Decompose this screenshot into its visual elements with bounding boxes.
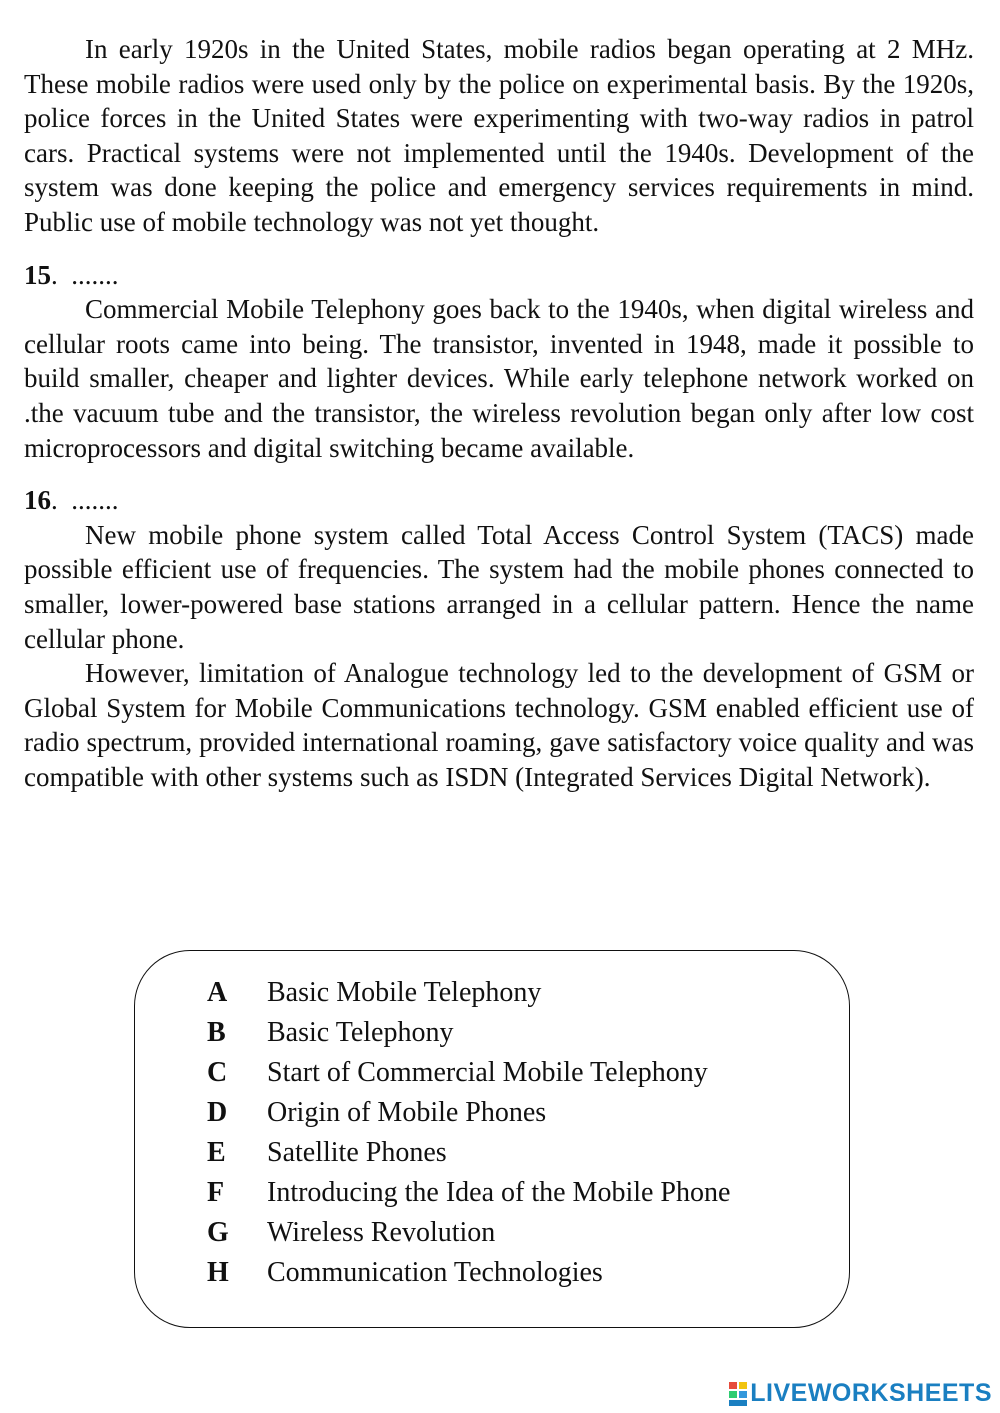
answer-blank[interactable]: ....... bbox=[71, 259, 119, 290]
option-text: Satellite Phones bbox=[267, 1137, 447, 1168]
option-text: Communication Technologies bbox=[267, 1257, 603, 1288]
option-text: Basic Telephony bbox=[267, 1017, 454, 1048]
option-text: Wireless Revolution bbox=[267, 1217, 496, 1248]
liveworksheets-logo-icon bbox=[729, 1382, 747, 1406]
question-number: 16 bbox=[24, 485, 51, 516]
option-item bbox=[207, 1053, 730, 1093]
option-item bbox=[207, 1213, 730, 1253]
brand-name: LIVEWORKSHEETS bbox=[750, 1379, 992, 1407]
options-list bbox=[207, 973, 730, 1293]
option-letter: B bbox=[207, 1017, 226, 1048]
option-letter: H bbox=[207, 1257, 229, 1288]
option-item bbox=[207, 1133, 730, 1173]
option-text: Start of Commercial Mobile Telephony bbox=[267, 1057, 708, 1088]
option-letter: F bbox=[207, 1177, 225, 1208]
option-text: Introducing the Idea of the Mobile Phone bbox=[267, 1177, 731, 1208]
option-text: Basic Mobile Telephony bbox=[267, 977, 542, 1008]
option-item bbox=[207, 1093, 730, 1133]
option-letter: D bbox=[207, 1097, 228, 1128]
option-letter: G bbox=[207, 1217, 229, 1248]
answer-blank[interactable]: ....... bbox=[71, 485, 119, 516]
liveworksheets-brand bbox=[729, 1379, 992, 1408]
option-letter: A bbox=[207, 977, 228, 1008]
question-15-paragraph: Commercial Mobile Telephony goes back to the 1940s, when digital wireless and cellular roots came into being. The transistor, invented in 1948, made it possible to build smaller, cheaper and lighter devices. While early telephone network worked on .the vacuum tube and the transistor, the wireless revolution began only after low cost microprocessors and digital switching became available. bbox=[24, 294, 974, 463]
option-item bbox=[207, 973, 730, 1013]
intro-paragraph: In early 1920s in the United States, mobile radios began operating at 2 MHz. These mobile radios were used only by the police on experimental basis. By the 1920s, police forces in the United States were experimenting with two-way radios in patrol cars. Practical systems were not implemented until the 1940s. Development of the system was done keeping the police and emergency services requirements in mind. Public use of mobile technology was not yet thought. bbox=[24, 34, 974, 237]
worksheet-text bbox=[24, 32, 974, 794]
option-item bbox=[207, 1173, 730, 1213]
question-16-heading: 16. ....... bbox=[24, 485, 119, 516]
options-box bbox=[134, 950, 850, 1328]
question-16-paragraph-1: New mobile phone system called Total Access Control System (TACS) made possible efficient use of frequencies. The system had the mobile phones connected to smaller, lower-powered base stations arranged in a cellular pattern. Hence the name cellular phone. bbox=[24, 519, 974, 654]
option-item bbox=[207, 1013, 730, 1053]
question-16-paragraph-2: However, limitation of Analogue technology led to the development of GSM or Global System for Mobile Communications technology. GSM enabled efficient use of radio spectrum, provided international roaming, gave satisfactory voice quality and was compatible with other systems such as ISDN (Integrated Services Digital Network). bbox=[24, 658, 974, 792]
option-letter: C bbox=[207, 1057, 228, 1088]
option-text: Origin of Mobile Phones bbox=[267, 1097, 547, 1128]
question-number: 15 bbox=[24, 259, 51, 290]
option-item bbox=[207, 1253, 730, 1293]
option-letter: E bbox=[207, 1137, 226, 1168]
question-15-heading: 15. ....... bbox=[24, 259, 119, 290]
